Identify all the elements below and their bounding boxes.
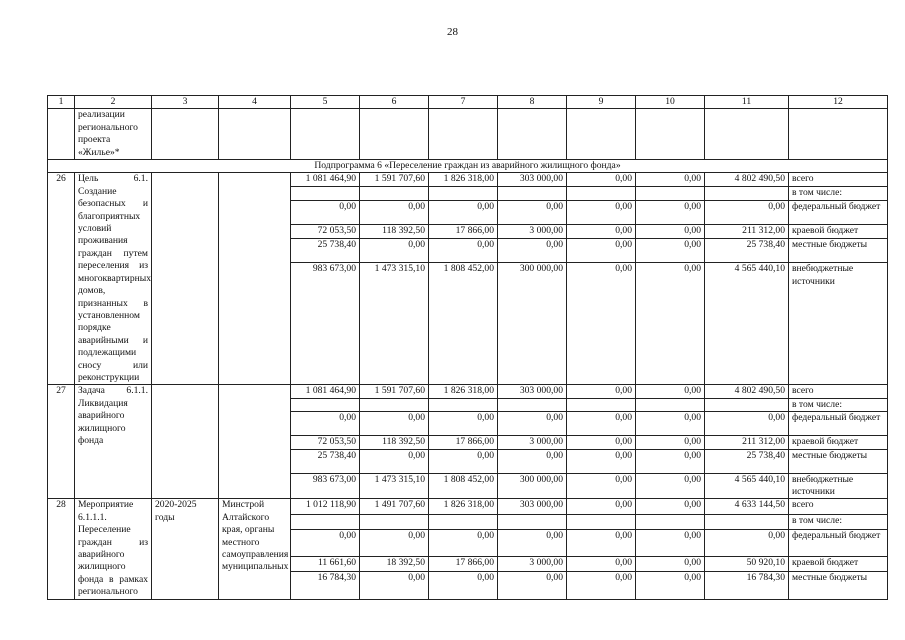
value-cell: 1 473 315,10: [360, 473, 429, 499]
column-header: 4: [219, 96, 291, 109]
value-cell: 0,00: [705, 200, 789, 224]
item-period: [152, 173, 219, 385]
value-cell: 0,00: [360, 572, 429, 599]
column-header: 3: [152, 96, 219, 109]
subprogram-row: [48, 160, 888, 173]
value-cell: 0,00: [567, 572, 636, 599]
column-header: 1: [48, 96, 75, 109]
value-cell: [429, 187, 498, 201]
column-header: 5: [291, 96, 360, 109]
value-cell: 0,00: [636, 529, 705, 556]
value-cell: 0,00: [429, 200, 498, 224]
value-cell: 1 473 315,10: [360, 263, 429, 385]
row-number-cell: [48, 109, 75, 160]
funding-source: внебюджетные источники: [789, 473, 888, 499]
value-cell: 25 738,40: [291, 449, 360, 473]
value-cell: [429, 398, 498, 411]
value-cell: 0,00: [567, 225, 636, 239]
value-cell: 300 000,00: [498, 263, 567, 385]
value-cell: 3 000,00: [498, 557, 567, 572]
column-header: 2: [75, 96, 152, 109]
value-cell: 4 802 490,50: [705, 385, 789, 398]
value-cell: [567, 514, 636, 529]
column-header: 9: [567, 96, 636, 109]
value-cell: 300 000,00: [498, 473, 567, 499]
empty-cell: [636, 109, 705, 160]
funding-source: местные бюджеты: [789, 238, 888, 262]
value-cell: 0,00: [636, 572, 705, 599]
intro-text: реализации регионального проекта «Жилье»*: [75, 109, 152, 160]
value-cell: 0,00: [567, 499, 636, 514]
column-header: 12: [789, 96, 888, 109]
value-cell: 0,00: [705, 529, 789, 556]
value-cell: 17 866,00: [429, 225, 498, 239]
empty-cell: [291, 109, 360, 160]
item-executor: [219, 385, 291, 499]
value-cell: 1 012 118,90: [291, 499, 360, 514]
value-cell: 0,00: [498, 529, 567, 556]
value-cell: [291, 514, 360, 529]
funding-source: всего: [789, 385, 888, 398]
value-cell: 211 312,00: [705, 225, 789, 239]
value-cell: 0,00: [636, 173, 705, 187]
value-cell: 0,00: [291, 529, 360, 556]
value-cell: 18 392,50: [360, 557, 429, 572]
funding-source: местные бюджеты: [789, 572, 888, 599]
value-cell: 0,00: [636, 473, 705, 499]
value-cell: 0,00: [291, 412, 360, 436]
empty-cell: [705, 109, 789, 160]
row-number: 28: [48, 499, 75, 599]
subprogram-title: Подпрограмма 6 «Переселение граждан из аварийного жилищного фонда»: [48, 160, 888, 173]
item-name: Задача 6.1.1. Ликвидация аварийного жилищного фонда: [75, 385, 152, 499]
continuation-row: [48, 109, 888, 160]
value-cell: 17 866,00: [429, 557, 498, 572]
value-cell: [705, 187, 789, 201]
value-cell: [360, 514, 429, 529]
value-cell: 0,00: [705, 412, 789, 436]
value-cell: 118 392,50: [360, 436, 429, 449]
header-row: [48, 96, 888, 109]
value-cell: 1 081 464,90: [291, 173, 360, 187]
empty-cell: [429, 109, 498, 160]
value-cell: 0,00: [567, 529, 636, 556]
value-cell: 50 920,10: [705, 557, 789, 572]
value-cell: 4 633 144,50: [705, 499, 789, 514]
value-cell: 303 000,00: [498, 499, 567, 514]
funding-source: федеральный бюджет: [789, 200, 888, 224]
value-cell: 0,00: [636, 412, 705, 436]
value-cell: 0,00: [429, 529, 498, 556]
value-cell: 25 738,40: [291, 238, 360, 262]
column-header: 10: [636, 96, 705, 109]
funding-source: в том числе:: [789, 398, 888, 411]
funding-source: внебюджетные источники: [789, 263, 888, 385]
value-cell: 0,00: [429, 238, 498, 262]
program-table: [47, 95, 888, 600]
value-cell: 1 081 464,90: [291, 385, 360, 398]
value-cell: 0,00: [636, 436, 705, 449]
funding-source: местные бюджеты: [789, 449, 888, 473]
value-cell: [636, 514, 705, 529]
empty-cell: [498, 109, 567, 160]
value-cell: 983 673,00: [291, 263, 360, 385]
value-cell: 0,00: [636, 238, 705, 262]
value-cell: [498, 187, 567, 201]
item-executor: [219, 173, 291, 385]
value-cell: 1 826 318,00: [429, 385, 498, 398]
column-header: 6: [360, 96, 429, 109]
empty-cell: [789, 109, 888, 160]
value-cell: 4 802 490,50: [705, 173, 789, 187]
value-cell: [567, 398, 636, 411]
value-cell: [360, 398, 429, 411]
value-cell: 0,00: [567, 412, 636, 436]
value-cell: 0,00: [567, 473, 636, 499]
value-cell: 16 784,30: [705, 572, 789, 599]
value-cell: 0,00: [429, 572, 498, 599]
funding-source: всего: [789, 173, 888, 187]
value-cell: 0,00: [360, 238, 429, 262]
funding-source: краевой бюджет: [789, 557, 888, 572]
item-executor: Минстрой Алтайского края, органы местного самоуправления муниципальных: [219, 499, 291, 599]
value-cell: 983 673,00: [291, 473, 360, 499]
value-cell: 16 784,30: [291, 572, 360, 599]
value-cell: 303 000,00: [498, 385, 567, 398]
value-cell: [567, 187, 636, 201]
value-cell: [705, 398, 789, 411]
value-cell: 1 808 452,00: [429, 473, 498, 499]
value-cell: 0,00: [567, 557, 636, 572]
value-cell: 25 738,40: [705, 449, 789, 473]
value-cell: 25 738,40: [705, 238, 789, 262]
value-cell: [429, 514, 498, 529]
value-cell: 0,00: [636, 200, 705, 224]
value-cell: 4 565 440,10: [705, 473, 789, 499]
value-cell: 0,00: [567, 173, 636, 187]
value-cell: 0,00: [498, 412, 567, 436]
value-cell: 1 591 707,60: [360, 385, 429, 398]
empty-cell: [152, 109, 219, 160]
value-cell: 3 000,00: [498, 225, 567, 239]
value-cell: 0,00: [360, 200, 429, 224]
row-number: 27: [48, 385, 75, 499]
value-cell: 0,00: [636, 225, 705, 239]
empty-cell: [567, 109, 636, 160]
item-period: 2020-2025 годы: [152, 499, 219, 599]
value-cell: 0,00: [498, 449, 567, 473]
value-cell: 0,00: [498, 200, 567, 224]
value-cell: 1 826 318,00: [429, 173, 498, 187]
funding-source: в том числе:: [789, 514, 888, 529]
column-header: 8: [498, 96, 567, 109]
value-cell: [498, 514, 567, 529]
value-cell: [291, 398, 360, 411]
value-cell: 0,00: [567, 238, 636, 262]
value-cell: [705, 514, 789, 529]
funding-source: федеральный бюджет: [789, 529, 888, 556]
value-cell: 0,00: [498, 238, 567, 262]
value-cell: 0,00: [360, 412, 429, 436]
value-cell: 11 661,60: [291, 557, 360, 572]
value-cell: 0,00: [636, 449, 705, 473]
value-cell: 0,00: [429, 449, 498, 473]
value-cell: 0,00: [360, 449, 429, 473]
funding-source: в том числе:: [789, 187, 888, 201]
value-cell: 4 565 440,10: [705, 263, 789, 385]
item-name: Мероприятие 6.1.1.1. Переселение граждан из аварийного жилищного фонда в рамках регионального: [75, 499, 152, 599]
funding-source: федеральный бюджет: [789, 412, 888, 436]
value-cell: 72 053,50: [291, 436, 360, 449]
value-cell: 1 826 318,00: [429, 499, 498, 514]
value-cell: 0,00: [636, 263, 705, 385]
funding-source: всего: [789, 499, 888, 514]
value-cell: 0,00: [291, 200, 360, 224]
row-number: 26: [48, 173, 75, 385]
value-cell: 0,00: [567, 200, 636, 224]
table-row: [48, 173, 888, 187]
value-cell: 0,00: [360, 529, 429, 556]
value-cell: 0,00: [498, 572, 567, 599]
value-cell: 0,00: [567, 385, 636, 398]
value-cell: [360, 187, 429, 201]
item-name: Цель 6.1. Создание безопасных и благоприятных условий проживания граждан путем переселения из многоквартирных домов, признанных в установленном порядке аварийными и подлежащими сносу или реконструкции: [75, 173, 152, 385]
table-row: [48, 499, 888, 514]
empty-cell: [360, 109, 429, 160]
value-cell: 303 000,00: [498, 173, 567, 187]
value-cell: 17 866,00: [429, 436, 498, 449]
value-cell: [636, 187, 705, 201]
table-row: [48, 385, 888, 398]
value-cell: [498, 398, 567, 411]
value-cell: 1 808 452,00: [429, 263, 498, 385]
value-cell: 72 053,50: [291, 225, 360, 239]
value-cell: 0,00: [429, 412, 498, 436]
page-number: 28: [447, 26, 458, 38]
value-cell: 0,00: [636, 499, 705, 514]
column-header: 7: [429, 96, 498, 109]
value-cell: 0,00: [636, 385, 705, 398]
value-cell: 1 591 707,60: [360, 173, 429, 187]
value-cell: [291, 187, 360, 201]
value-cell: 1 491 707,60: [360, 499, 429, 514]
funding-source: краевой бюджет: [789, 225, 888, 239]
value-cell: 211 312,00: [705, 436, 789, 449]
item-period: [152, 385, 219, 499]
funding-source: краевой бюджет: [789, 436, 888, 449]
value-cell: 0,00: [636, 557, 705, 572]
value-cell: 0,00: [567, 449, 636, 473]
value-cell: [636, 398, 705, 411]
empty-cell: [219, 109, 291, 160]
column-header: 11: [705, 96, 789, 109]
value-cell: 3 000,00: [498, 436, 567, 449]
value-cell: 0,00: [567, 436, 636, 449]
value-cell: 118 392,50: [360, 225, 429, 239]
value-cell: 0,00: [567, 263, 636, 385]
